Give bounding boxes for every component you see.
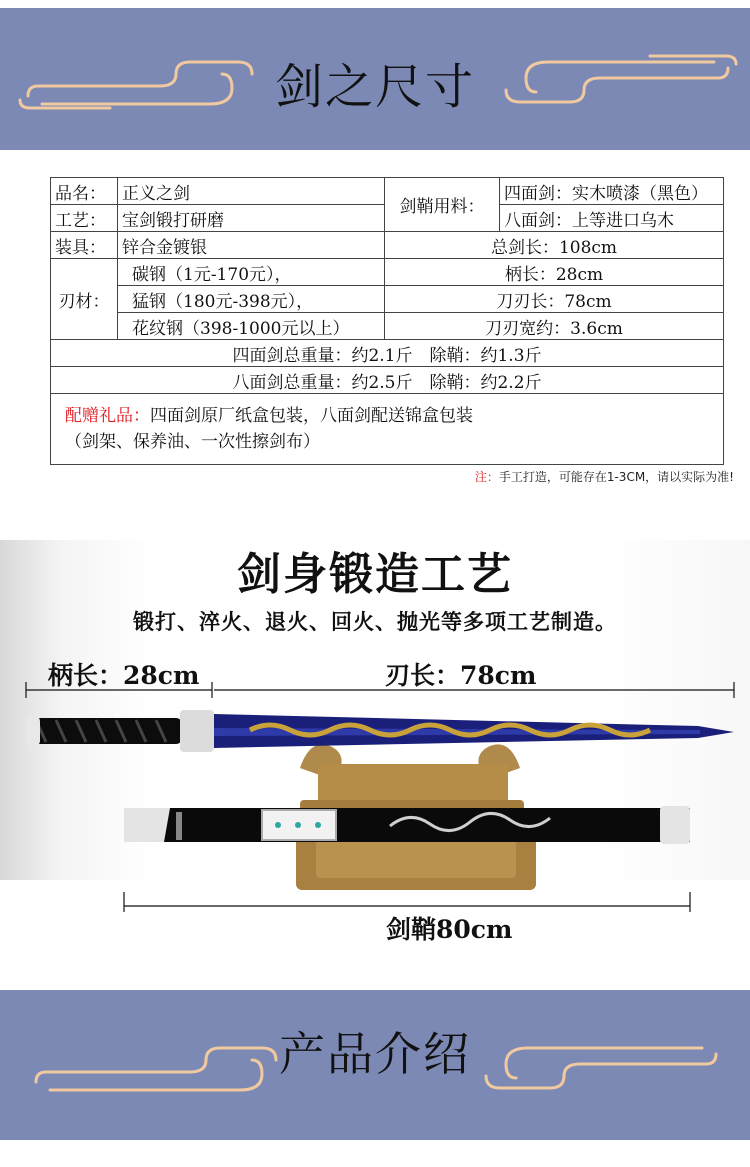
handmade-note: [475, 468, 734, 485]
fitting-value: 锌合金镀银: [118, 232, 385, 259]
name-label: 品名：: [51, 178, 118, 205]
sheath-dimension-label: 剑鞘80cm: [386, 915, 513, 944]
sword-illustration: [0, 680, 750, 920]
scabbard-4-sided: 四面剑：实木喷漆（黑色）: [500, 178, 724, 205]
gift-label: 配赠礼品：: [65, 406, 150, 426]
spec-table: [50, 177, 724, 465]
gift-cell: [51, 394, 724, 465]
gift-text: 四面剑原厂纸盒包装，八面剑配送锦盒包装: [150, 406, 473, 426]
blade-material-label: 刃材：: [51, 259, 118, 340]
section-title-size: 剑之尺寸: [274, 59, 475, 115]
sword-icon: [26, 710, 734, 752]
gift-items: （剑架、保养油、一次性擦剑布）: [65, 432, 320, 452]
weight-8-sided: 八面剑总重量：约2.5斤 除鞘：约2.2斤: [51, 367, 724, 394]
fitting-label: 装具：: [51, 232, 118, 259]
scabbard-label: 剑鞘用料：: [385, 178, 500, 232]
scabbard-8-sided: 八面剑：上等进口乌木: [500, 205, 724, 232]
scabbard-icon: [124, 806, 690, 844]
material-carbon-steel: 碳钢（1元-170元），: [118, 259, 385, 286]
craft-label: 工艺：: [51, 205, 118, 232]
forging-subtitle: 锻打、淬火、退火、回火、抛光等多项工艺制造。: [133, 609, 617, 634]
material-pattern-steel: 花纹钢（398-1000元以上）: [118, 313, 385, 340]
blade-width: 刀刃宽约：3.6cm: [385, 313, 724, 340]
blade-dimension-label: 刃长：78cm: [385, 661, 537, 690]
weight-4-sided: 四面剑总重量：约2.1斤 除鞘：约1.3斤: [51, 340, 724, 367]
material-manganese-steel: 猛钢（180元-398元），: [118, 286, 385, 313]
handle-length: 柄长：28cm: [385, 259, 724, 286]
note-label: 注：: [474, 470, 499, 484]
section-title-intro: 产品介绍: [279, 1027, 471, 1081]
section-title-forging: 剑身锻造工艺: [237, 549, 513, 600]
total-length: 总剑长：108cm: [385, 232, 724, 259]
handle-dimension-label: 柄长：28cm: [48, 661, 200, 690]
header-band-intro: [0, 990, 750, 1140]
craft-value: 宝剑锻打研磨: [118, 205, 385, 232]
name-value: 正义之剑: [118, 178, 385, 205]
header-band-size: [0, 8, 750, 150]
blade-length: 刀刃长：78cm: [385, 286, 724, 313]
note-text: 手工打造，可能存在1-3CM，请以实际为准!: [498, 470, 734, 484]
